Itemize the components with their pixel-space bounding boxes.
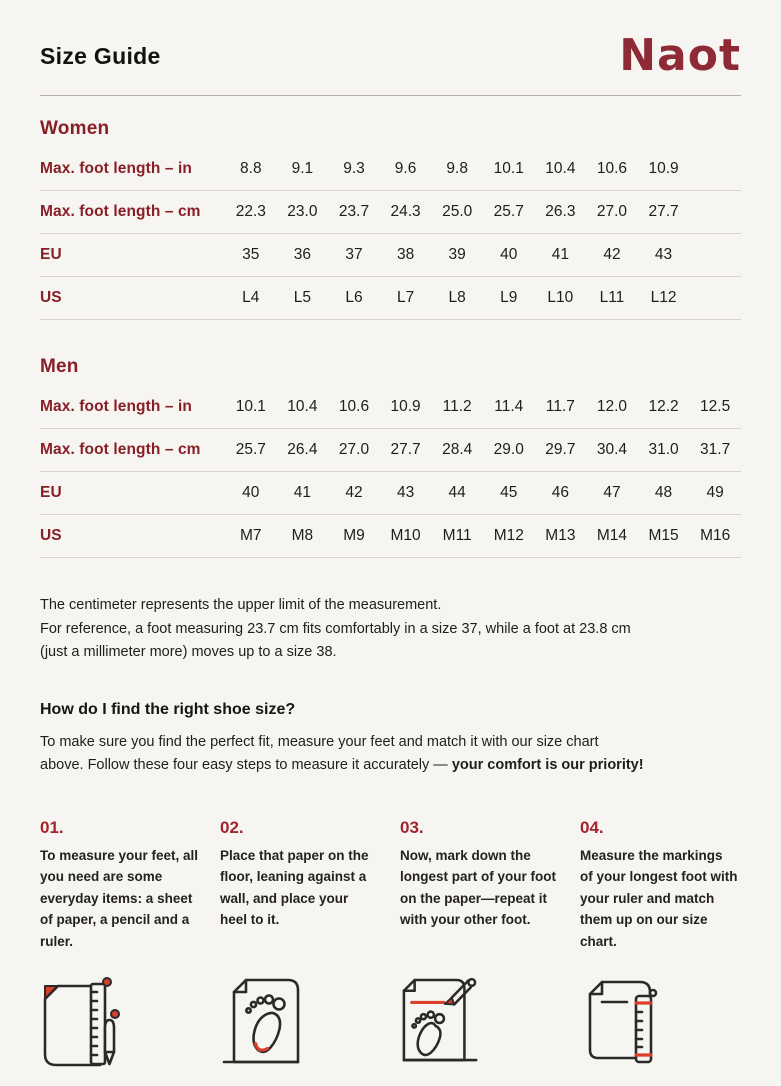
step-2	[220, 818, 379, 953]
table-cell: 27.0	[338, 441, 370, 458]
table-row	[40, 234, 741, 277]
table-cell: 42	[603, 246, 621, 263]
header	[40, 30, 741, 81]
table-cell: 11.7	[545, 398, 575, 415]
intro-line	[40, 754, 741, 778]
step-text: To measure your feet, all you need are some everyday items: a sheet of paper, a pencil and a ruler.	[40, 847, 199, 949]
table-cell: 40	[242, 484, 260, 501]
table-cell: 29.0	[493, 441, 524, 458]
table-cell: M7	[240, 527, 262, 544]
row-label: Max. foot length – in	[40, 398, 192, 415]
table-cell: 9.8	[446, 160, 468, 177]
table-cell: 46	[551, 484, 569, 501]
table-cell: 11.2	[442, 398, 472, 415]
row-label: US	[40, 289, 62, 306]
intro-regular: above. Follow these four easy steps to measure it accurately —	[40, 757, 452, 773]
header-divider	[40, 95, 741, 96]
table-row	[40, 277, 741, 320]
row-label: US	[40, 527, 62, 544]
table-cell: 10.1	[235, 398, 266, 415]
table-row	[40, 515, 741, 558]
table-cell: 41	[293, 484, 312, 501]
table-cell: M16	[700, 527, 731, 544]
table-cell: M12	[493, 527, 524, 544]
table-cell: 27.7	[648, 203, 679, 220]
table-cell: 45	[500, 484, 518, 501]
table-cell: 43	[654, 246, 673, 263]
step-number: 04.	[580, 817, 604, 837]
table-cell: 22.3	[235, 203, 266, 220]
page-title: Size Guide	[40, 42, 161, 69]
table-row	[40, 472, 741, 515]
section-heading-men: Men	[40, 356, 79, 377]
table-cell: 49	[706, 484, 724, 501]
table-cell: 23.0	[287, 203, 318, 220]
row-label: Max. foot length – cm	[40, 441, 201, 458]
step-text: Measure the markings of your longest foot with your ruler and match them up on our size chart.	[580, 847, 738, 949]
table-cell: M10	[390, 527, 421, 544]
table-cell: 37	[345, 246, 363, 263]
table-cell: L7	[396, 289, 415, 306]
table-cell: 30.4	[596, 441, 628, 458]
table-cell: L9	[500, 289, 518, 306]
step-1	[40, 818, 199, 953]
table-cell: 10.4	[545, 160, 576, 177]
row-label: EU	[40, 246, 62, 263]
table-cell: 10.9	[390, 398, 421, 415]
paper-footprint-icon	[220, 976, 302, 1068]
table-cell: 10.6	[596, 160, 628, 177]
table-cell: 40	[500, 246, 518, 263]
how-to-intro	[40, 731, 741, 778]
table-cell: 10.9	[648, 160, 679, 177]
table-cell: 8.8	[240, 160, 262, 177]
table-cell: 38	[396, 246, 415, 263]
table-cell: 25.0	[442, 203, 473, 220]
note-line: (just a millimeter more) moves up to a size 38.	[40, 644, 337, 660]
measuring-steps	[40, 818, 741, 953]
step-text: Now, mark down the longest part of your foot on the paper—repeat it with your other foot.	[400, 847, 556, 928]
table-cell: 41	[551, 246, 569, 263]
women-size-table	[40, 118, 741, 320]
intro-line: To make sure you find the perfect fit, measure your feet and match it with our size chart	[40, 733, 599, 750]
table-cell: 31.7	[700, 441, 731, 458]
table-cell: 29.7	[545, 441, 576, 458]
note-line: The centimeter represents the upper limit of the measurement.	[40, 597, 442, 613]
brand-logo: Naot	[619, 30, 741, 81]
row-label: Max. foot length – cm	[40, 203, 201, 220]
section-heading-women: Women	[40, 118, 110, 139]
paper-ruler-icon	[580, 976, 662, 1068]
table-cell: L4	[242, 289, 260, 306]
table-cell: 48	[654, 484, 673, 501]
paper-footprint-pencil-icon	[400, 976, 482, 1068]
table-cell: 39	[448, 246, 466, 263]
note-line: For reference, a foot measuring 23.7 cm fits comfortably in a size 37, while a foot at 23.8 cm	[40, 620, 631, 637]
table-cell: 44	[448, 484, 466, 501]
table-cell: 11.4	[494, 398, 524, 415]
table-cell: 35	[242, 246, 260, 263]
table-cell: M8	[291, 527, 314, 544]
step-number: 03.	[400, 817, 424, 837]
table-cell: 26.3	[545, 203, 576, 220]
table-cell: L6	[345, 289, 363, 306]
table-cell: M14	[596, 527, 628, 544]
table-cell: 36	[293, 246, 312, 263]
table-cell: L8	[448, 289, 466, 306]
table-cell: 9.1	[291, 160, 314, 177]
table-cell: 12.5	[700, 398, 731, 415]
table-cell: M11	[442, 527, 472, 544]
table-cell: 10.6	[338, 398, 370, 415]
intro-bold: your comfort is our priority!	[451, 757, 644, 773]
table-cell: M13	[545, 527, 576, 544]
table-cell: 24.3	[390, 203, 421, 220]
table-cell: 25.7	[493, 203, 524, 220]
table-cell: 10.4	[287, 398, 318, 415]
table-cell: 27.7	[390, 441, 421, 458]
table-cell: 10.1	[493, 160, 524, 177]
table-cell: 43	[396, 484, 415, 501]
men-size-table	[40, 356, 741, 558]
table-cell: M9	[343, 527, 365, 544]
table-cell: 23.7	[338, 203, 370, 220]
table-row	[40, 429, 741, 472]
table-cell: L12	[650, 289, 677, 306]
step-number: 02.	[220, 817, 244, 837]
table-cell: L10	[547, 289, 574, 306]
row-label: EU	[40, 484, 62, 501]
measurement-note	[40, 594, 741, 665]
table-row	[40, 191, 741, 234]
table-cell: 26.4	[287, 441, 318, 458]
how-to-heading: How do I find the right shoe size?	[40, 700, 296, 718]
table-cell: 31.0	[648, 441, 679, 458]
table-row	[40, 148, 741, 191]
table-cell: 9.6	[394, 160, 417, 177]
table-row	[40, 386, 741, 429]
table-cell: L11	[599, 289, 625, 306]
table-cell: 47	[603, 484, 621, 501]
table-cell: M15	[648, 527, 679, 544]
table-cell: 27.0	[596, 203, 628, 220]
table-cell: L5	[293, 289, 312, 306]
step-4	[580, 818, 739, 953]
table-cell: 12.2	[648, 398, 679, 415]
table-cell: 28.4	[442, 441, 473, 458]
table-cell: 9.3	[343, 160, 365, 177]
step-text: Place that paper on the floor, leaning against a wall, and place your heel to it.	[220, 847, 369, 928]
step-number: 01.	[40, 817, 64, 837]
table-cell: 25.7	[235, 441, 266, 458]
paper-pencil-ruler-icon	[40, 976, 122, 1068]
table-cell: 42	[345, 484, 363, 501]
step-icons	[40, 976, 741, 1068]
table-cell: 12.0	[596, 398, 628, 415]
step-3	[400, 818, 559, 953]
row-label: Max. foot length – in	[40, 160, 192, 177]
